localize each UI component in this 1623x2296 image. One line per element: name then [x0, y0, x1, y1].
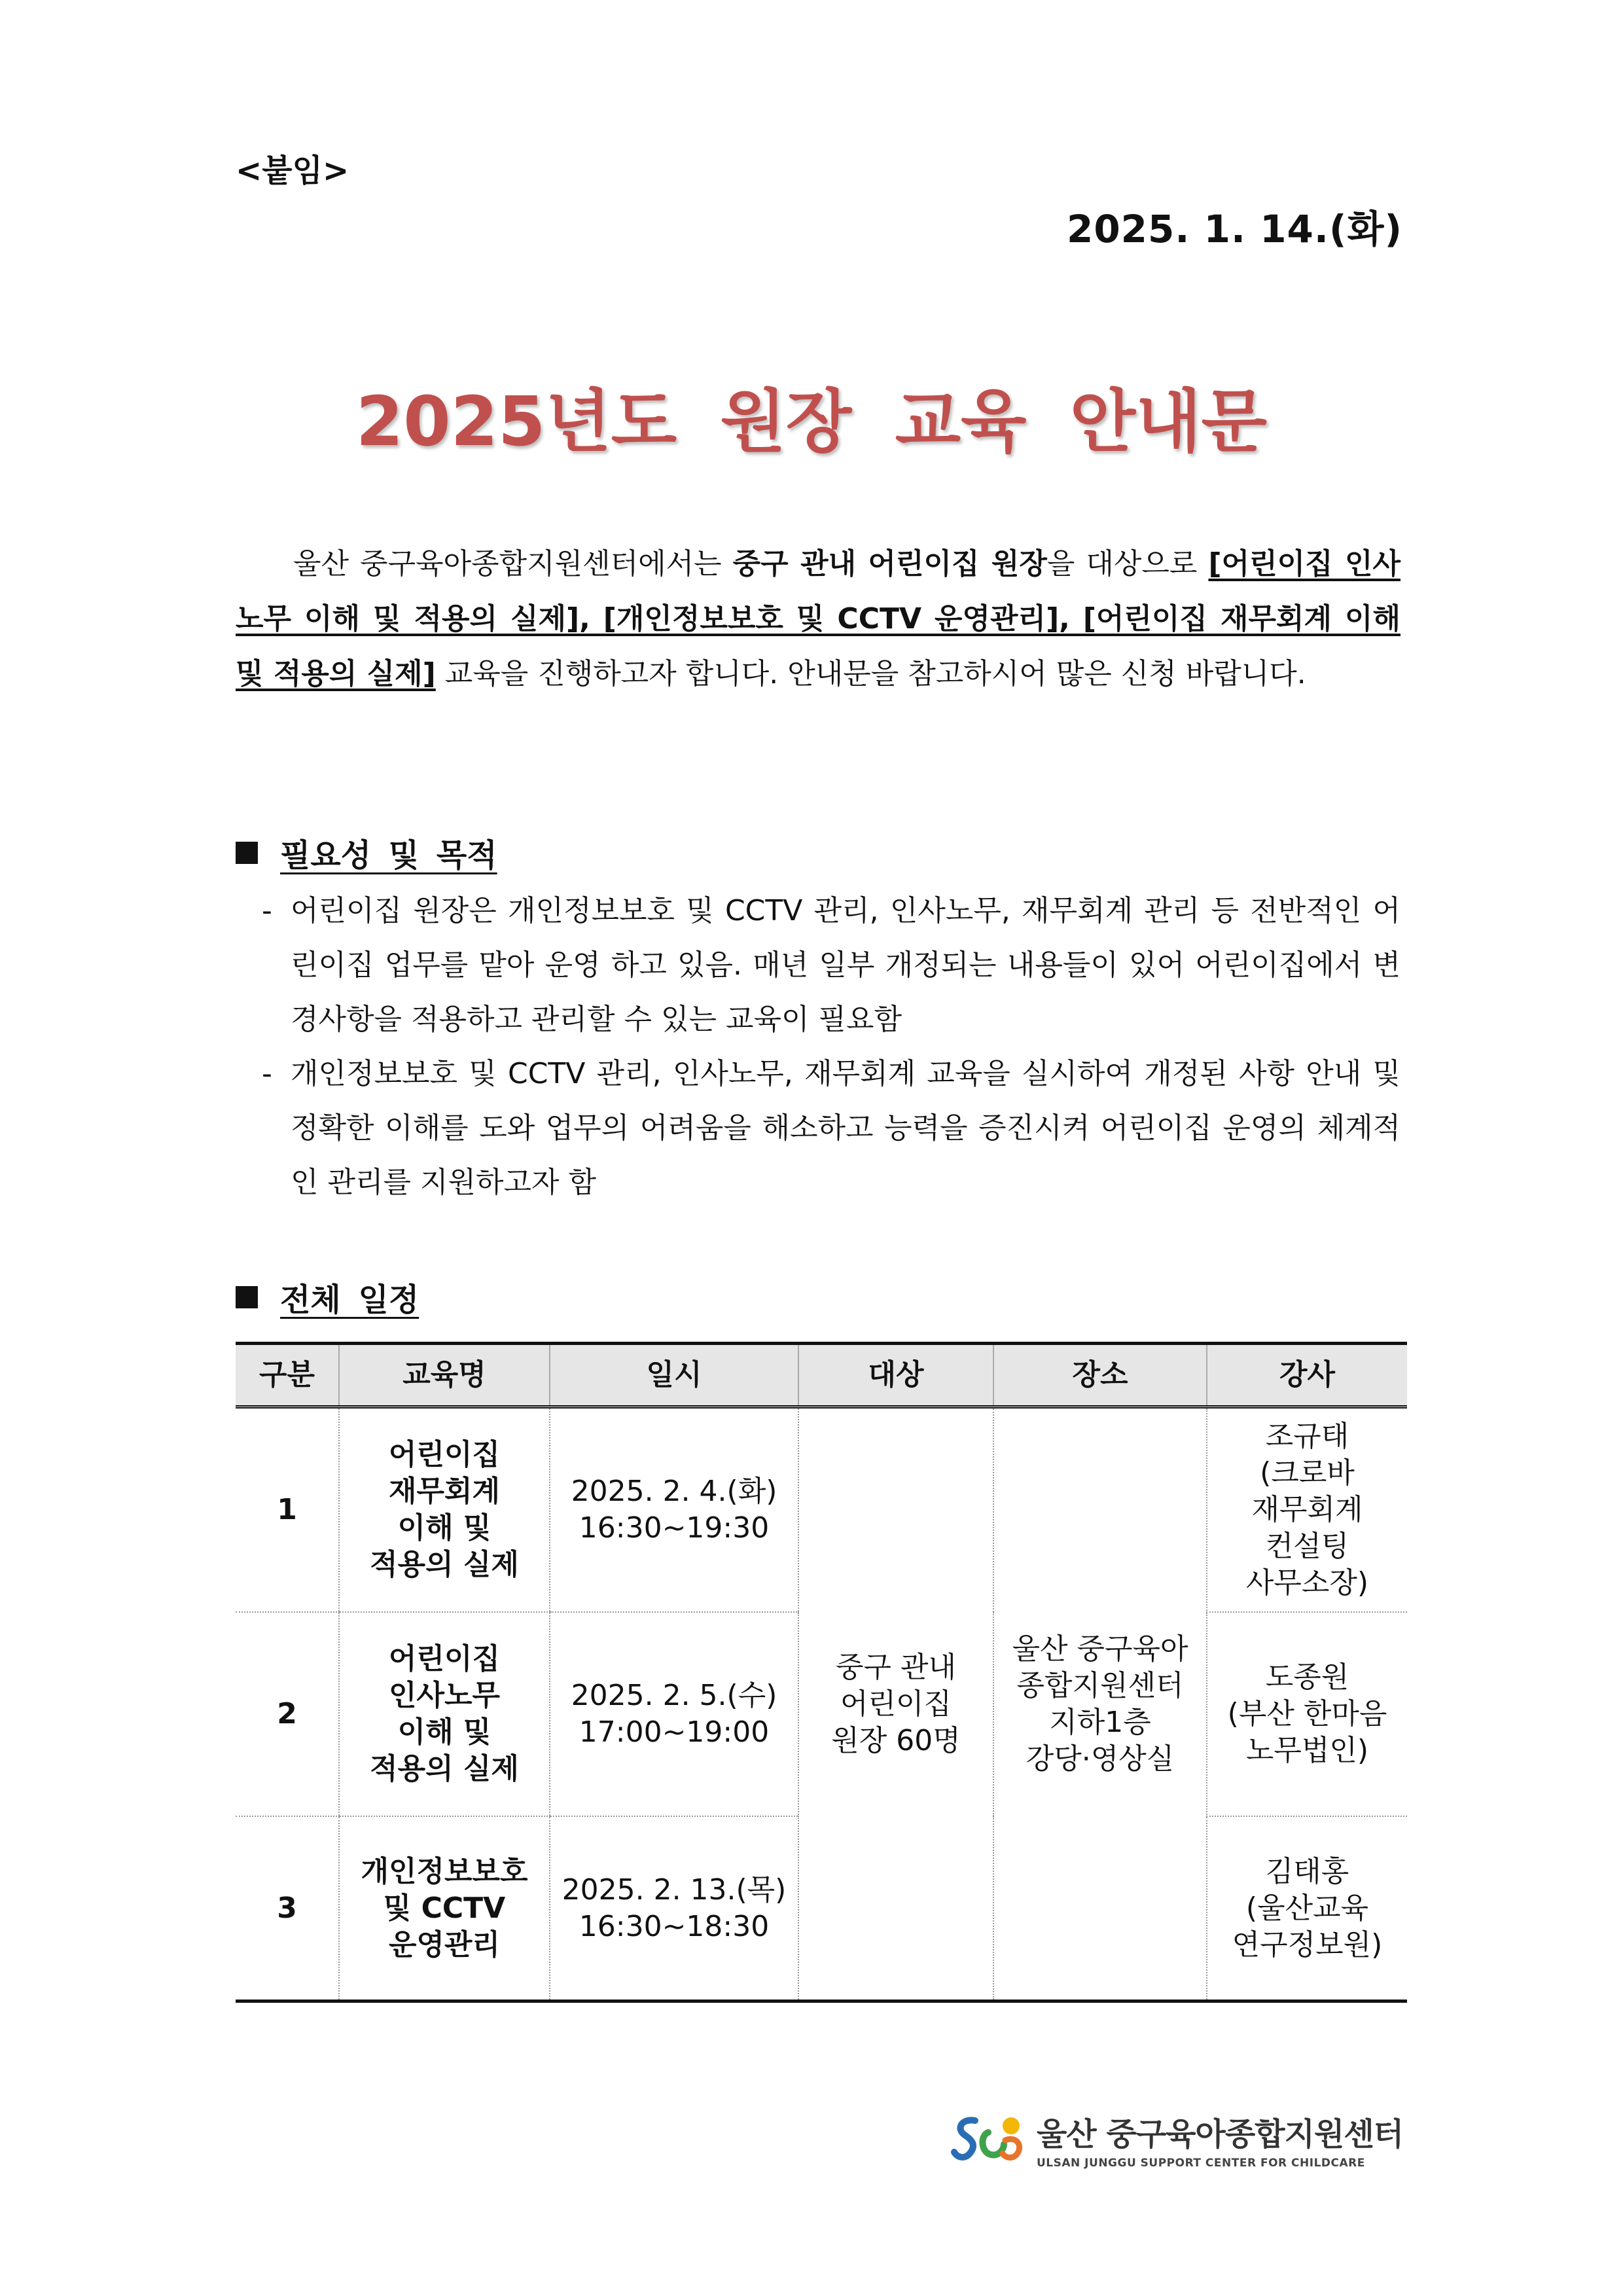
center-logo	[949, 2106, 1403, 2172]
intro-text-2: 을 대상으로	[1046, 547, 1209, 581]
intro-text-3: 교육을 진행하고자 합니다. 안내문을 참고하시어 많은 신청 바랍니다.	[435, 657, 1306, 691]
intro-target-bold: 중구 관내 어린이집 원장	[732, 547, 1047, 581]
logo-name-english: ULSAN JUNGGU SUPPORT CENTER FOR CHILDCARE	[1037, 2156, 1365, 2170]
column-header: 일시	[550, 1344, 798, 1407]
column-header: 장소	[993, 1344, 1207, 1407]
course-instructor: 조규태 (크로바 재무회계 컨설팅 사무소장)	[1207, 1407, 1407, 1613]
course-name: 어린이집 인사노무 이해 및 적용의 실제	[339, 1612, 550, 1816]
column-header: 구분	[236, 1344, 339, 1407]
course-instructor: 도종원 (부산 한마음 노무법인)	[1207, 1612, 1407, 1816]
intro-text-1: 울산 중구육아종합지원센터에서는	[293, 547, 733, 581]
page-title: 2025년도 원장 교육 안내문	[355, 382, 1268, 461]
course-target: 중구 관내 어린이집 원장 60명	[798, 1407, 993, 2001]
bullet-item	[262, 884, 1400, 1047]
course-name: 개인정보보호 및 CCTV 운영관리	[339, 1816, 550, 2001]
course-instructor: 김태홍 (울산교육 연구정보원)	[1207, 1816, 1407, 2001]
dash-marker: -	[262, 1057, 272, 1090]
course-datetime: 2025. 2. 4.(화) 16:30~19:30	[550, 1407, 798, 1613]
intro-courses-underlined: [어린이집 인사노무 이해 및 적용의 실제], [개인정보보호 및 CCTV 운영관리], [어린이집 재무회계 이해 및 적용의 실제]	[236, 547, 1400, 691]
course-place: 울산 중구육아 종합지원센터 지하1층 강당·영상실	[993, 1407, 1207, 2001]
column-header: 교육명	[339, 1344, 550, 1407]
column-header: 대상	[798, 1344, 993, 1407]
purpose-bullet-list	[262, 884, 1400, 1210]
attachment-label: <붙임>	[236, 152, 349, 189]
course-datetime: 2025. 2. 13.(목) 16:30~18:30	[550, 1816, 798, 2001]
logo-text-block	[1037, 2109, 1403, 2170]
bullet-text: 개인정보보호 및 CCTV 관리, 인사노무, 재무회계 교육을 실시하여 개정된 사항 안내 및 정확한 이해를 도와 업무의 어려움을 해소하고 능력을 증진시켜 어린이집 운영의 체계적인 관리를 지원하고자 함	[291, 1057, 1400, 1199]
intro-paragraph	[236, 537, 1400, 702]
dash-marker: -	[262, 894, 272, 927]
schedule-table	[236, 1342, 1407, 2003]
square-bullet-icon	[236, 1286, 258, 1308]
row-number: 2	[236, 1612, 339, 1816]
bullet-item	[262, 1047, 1400, 1210]
row-number: 1	[236, 1407, 339, 1613]
table-header-row	[236, 1344, 1407, 1407]
bullet-text: 어린이집 원장은 개인정보보호 및 CCTV 관리, 인사노무, 재무회계 관리 등 전반적인 어린이집 업무를 맡아 운영 하고 있음. 매년 일부 개정되는 내용들이 있어 어린이집에서 변경사항을 적용하고 관리할 수 있는 교육이 필요함	[291, 894, 1400, 1036]
square-bullet-icon	[236, 842, 258, 864]
course-datetime: 2025. 2. 5.(수) 17:00~19:00	[550, 1612, 798, 1816]
section-heading-text: 전체 일정	[280, 1282, 419, 1318]
section-heading-text: 필요성 및 목적	[280, 837, 497, 874]
table-row	[236, 1407, 1407, 1613]
center-logo-icon	[949, 2106, 1027, 2172]
document-date: 2025. 1. 14.(화)	[1066, 207, 1402, 251]
section-heading-purpose	[236, 830, 497, 875]
section-heading-schedule	[236, 1274, 419, 1319]
column-header: 강사	[1207, 1344, 1407, 1407]
logo-name-korean: 울산 중구육아종합지원센터	[1037, 2115, 1404, 2153]
course-name: 어린이집 재무회계 이해 및 적용의 실제	[339, 1407, 550, 1613]
row-number: 3	[236, 1816, 339, 2001]
